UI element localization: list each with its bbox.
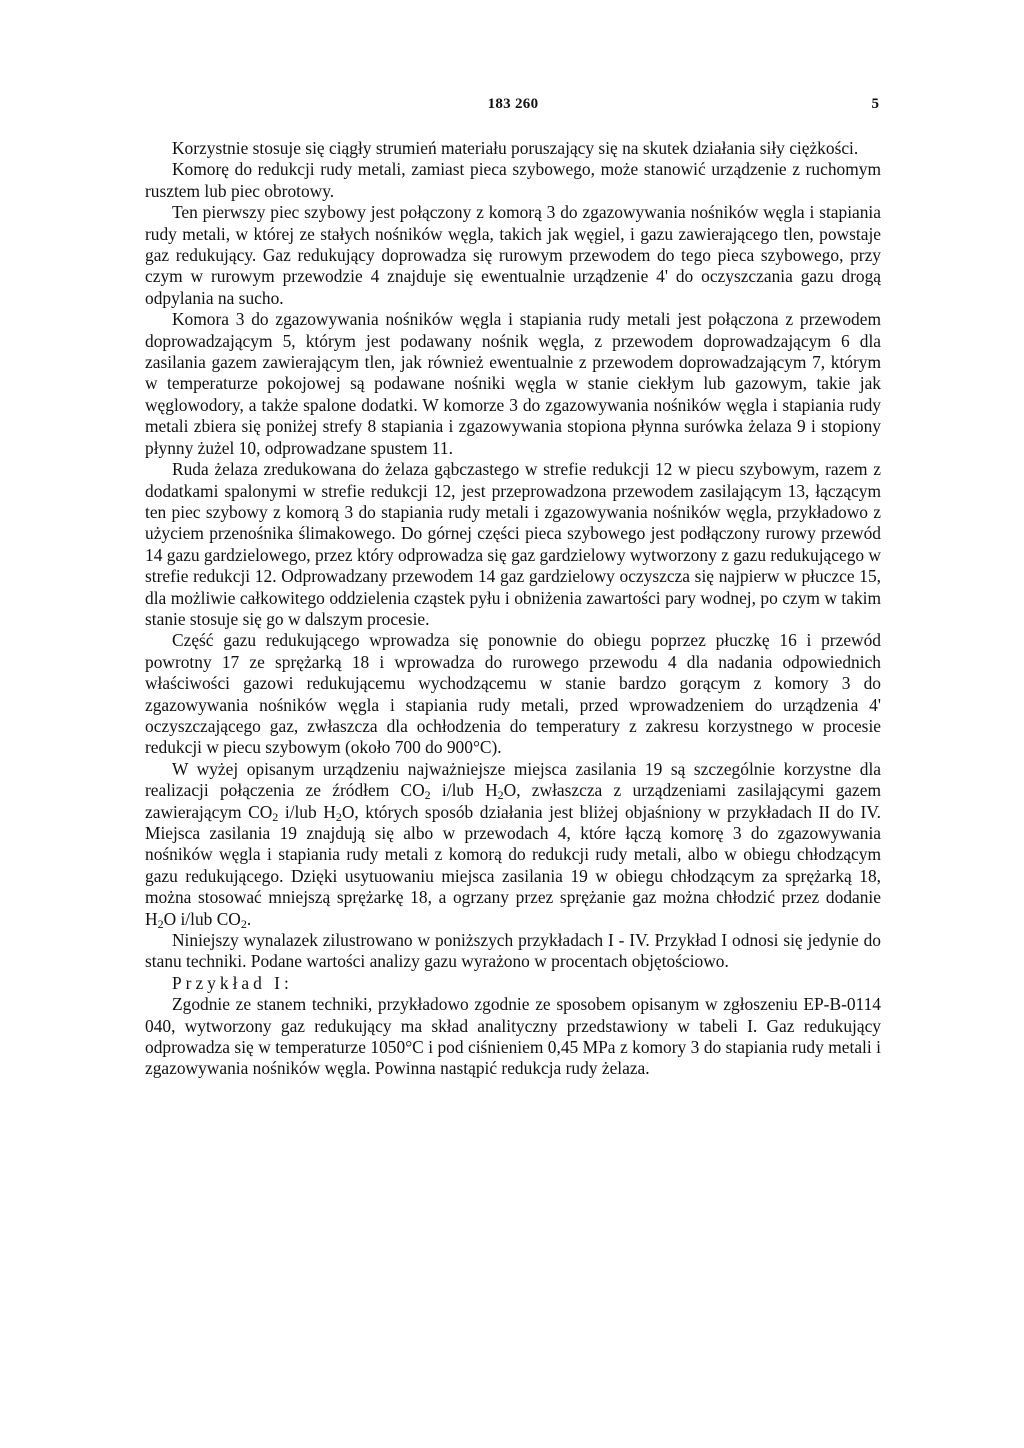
body-text xyxy=(145,138,881,1080)
subscript-2: 2 xyxy=(335,809,342,824)
paragraph-2: Komorę do redukcji rudy metali, zamiast pieca szybowego, może stanowić urządzenie z ruchomym rusztem lub piec obrotowy. xyxy=(145,159,881,201)
paragraph-5: Ruda żelaza zredukowana do żelaza gąbczastego w strefie redukcji 12 w piecu szybowym, razem z dodatkami spalonymi w strefie redukcji 12, jest przeprowadzona przewodem zasilającym 13, łączącym ten piec szybowy z komorą 3 do stapiania rudy metali i zgazowywania nośników węgla, przykładowo z użyciem przenośnika ślimakowego. Do górnej części pieca szybowego jest podłączony rurowy przewód 14 gazu gardzielowego, przez który odprowadza się gaz gardzielowy wytworzony z gazu redukującego w strefie redukcji 12. Odprowadzany przewodem 14 gaz gardzielowy oczyszcza się najpierw w płuczce 15, dla możliwie całkowitego oddzielenia cząstek pyłu i obniżenia zawartości pary wodnej, po czym w takim stanie stosuje się go w dalszym procesie. xyxy=(145,459,881,629)
subscript-2: 2 xyxy=(497,788,504,803)
paragraph-7-part-e: O, których sposób działania jest bliżej objaśniony w przykładach II do IV. Miejsca zasilania 19 znajdują się albo w przewodach 4, które łączą komorę 3 do zgazowywania nośników węgla i stapiania rudy metali z komorą do redukcji rudy metali, albo w obiegu chłodzącym gazu redukującego. Dzięki usytuowaniu miejsca zasilania 19 w obiegu chłodzącym za sprężarką 18, można stosować mniejszą sprężarkę 18, a ogrzany przez sprężanie gaz można chłodzić przez dodanie H xyxy=(145,801,882,929)
patent-number: 183 260 xyxy=(487,96,539,112)
paragraph-7-part-b: i/lub H xyxy=(430,780,498,801)
paragraph-8: Niniejszy wynalazek zilustrowano w poniższych przykładach I - IV. Przykład I odnosi się jedynie do stanu techniki. Podane wartości analizy gazu wyrażono w procentach objętościowo. xyxy=(145,930,881,972)
paragraph-3: Ten pierwszy piec szybowy jest połączony z komorą 3 do zgazowywania nośników węgla i stapiania rudy metali, w której ze stałych nośników węgla, takich jak węgiel, i gazu zawierającego tlen, powstaje gaz redukujący. Gaz redukujący doprowadza się rurowym przewodem do tego pieca szybowego, przy czym w rurowym przewodzie 4 znajduje się ewentualnie urządzenie 4' do oczyszczania gazu drogą odpylania na sucho. xyxy=(145,202,881,308)
page-header xyxy=(145,96,881,120)
paragraph-7-part-d: i/lub H xyxy=(278,801,336,822)
subscript-2: 2 xyxy=(240,916,247,931)
subscript-2: 2 xyxy=(157,916,164,931)
subscript-2: 2 xyxy=(424,788,431,803)
paragraph-7 xyxy=(145,759,881,930)
paragraph-7-part-f: O i/lub CO xyxy=(163,908,241,929)
paragraph-1: Korzystnie stosuje się ciągły strumień materiału poruszający się na skutek działania siły ciężkości. xyxy=(172,138,859,158)
paragraph-6: Część gazu redukującego wprowadza się ponownie do obiegu poprzez płuczkę 16 i przewód powrotny 17 ze sprężarką 18 i wprowadza do rurowego przewodu 4 dla nadania odpowiednich właściwości gazowi redukującemu wychodzącemu w stanie bardzo gorącym z komory 3 do zgazowywania nośników węgla i stapiania rudy metali, przed wprowadzeniem do urządzenia 4' oczyszczającego gaz, zwłaszcza dla ochłodzenia do temperatury z zakresu korzystnego w procesie redukcji w piecu szybowym (około 700 do 900°C). xyxy=(145,630,881,758)
page-number: 5 xyxy=(871,96,879,112)
subscript-2: 2 xyxy=(272,809,279,824)
example-heading xyxy=(145,973,881,994)
paragraph-7-part-g: . xyxy=(246,908,252,929)
paragraph-7-part-c: O, zwłaszcza z urządzeniami zasilającymi gazem zawierającym CO xyxy=(145,780,881,822)
example-heading-text: Przykład I: xyxy=(172,972,293,993)
paragraph-9: Zgodnie ze stanem techniki, przykładowo zgodnie ze sposobem opisanym w zgłoszeniu EP-B-0114 040, wytworzony gaz redukujący ma skład analityczny przedstawiony w tabeli I. Gaz redukujący odprowadza się w temperaturze 1050°C i pod ciśnieniem 0,45 MPa z komory 3 do stapiania rudy metali i zgazowywania nośników węgla. Powinna nastąpić redukcja rudy żelaza. xyxy=(145,994,881,1079)
paragraph-4: Komora 3 do zgazowywania nośników węgla i stapiania rudy metali jest połączona z przewodem doprowadzającym 5, którym jest podawany nośnik węgla, z przewodem doprowadzającym 6 dla zasilania gazem zawierającym tlen, jak również ewentualnie z przewodem doprowadzającym 7, którym w temperaturze pokojowej są podawane nośniki węgla w stanie ciekłym lub gazowym, takie jak węglowodory, a także spalone dodatki. W komorze 3 do zgazowywania nośników węgla i stapiania rudy metali zbiera się poniżej strefy 8 stapiania i zgazowywania stopiona płynna surówka żelaza 9 i stopiony płynny żużel 10, odprowadzane spustem 11. xyxy=(145,309,881,458)
paragraph-7-part-a: W wyżej opisanym urządzeniu najważniejsze miejsca zasilania 19 są szczególnie korzystne dla realizacji połączenia ze źródłem CO xyxy=(145,758,881,801)
